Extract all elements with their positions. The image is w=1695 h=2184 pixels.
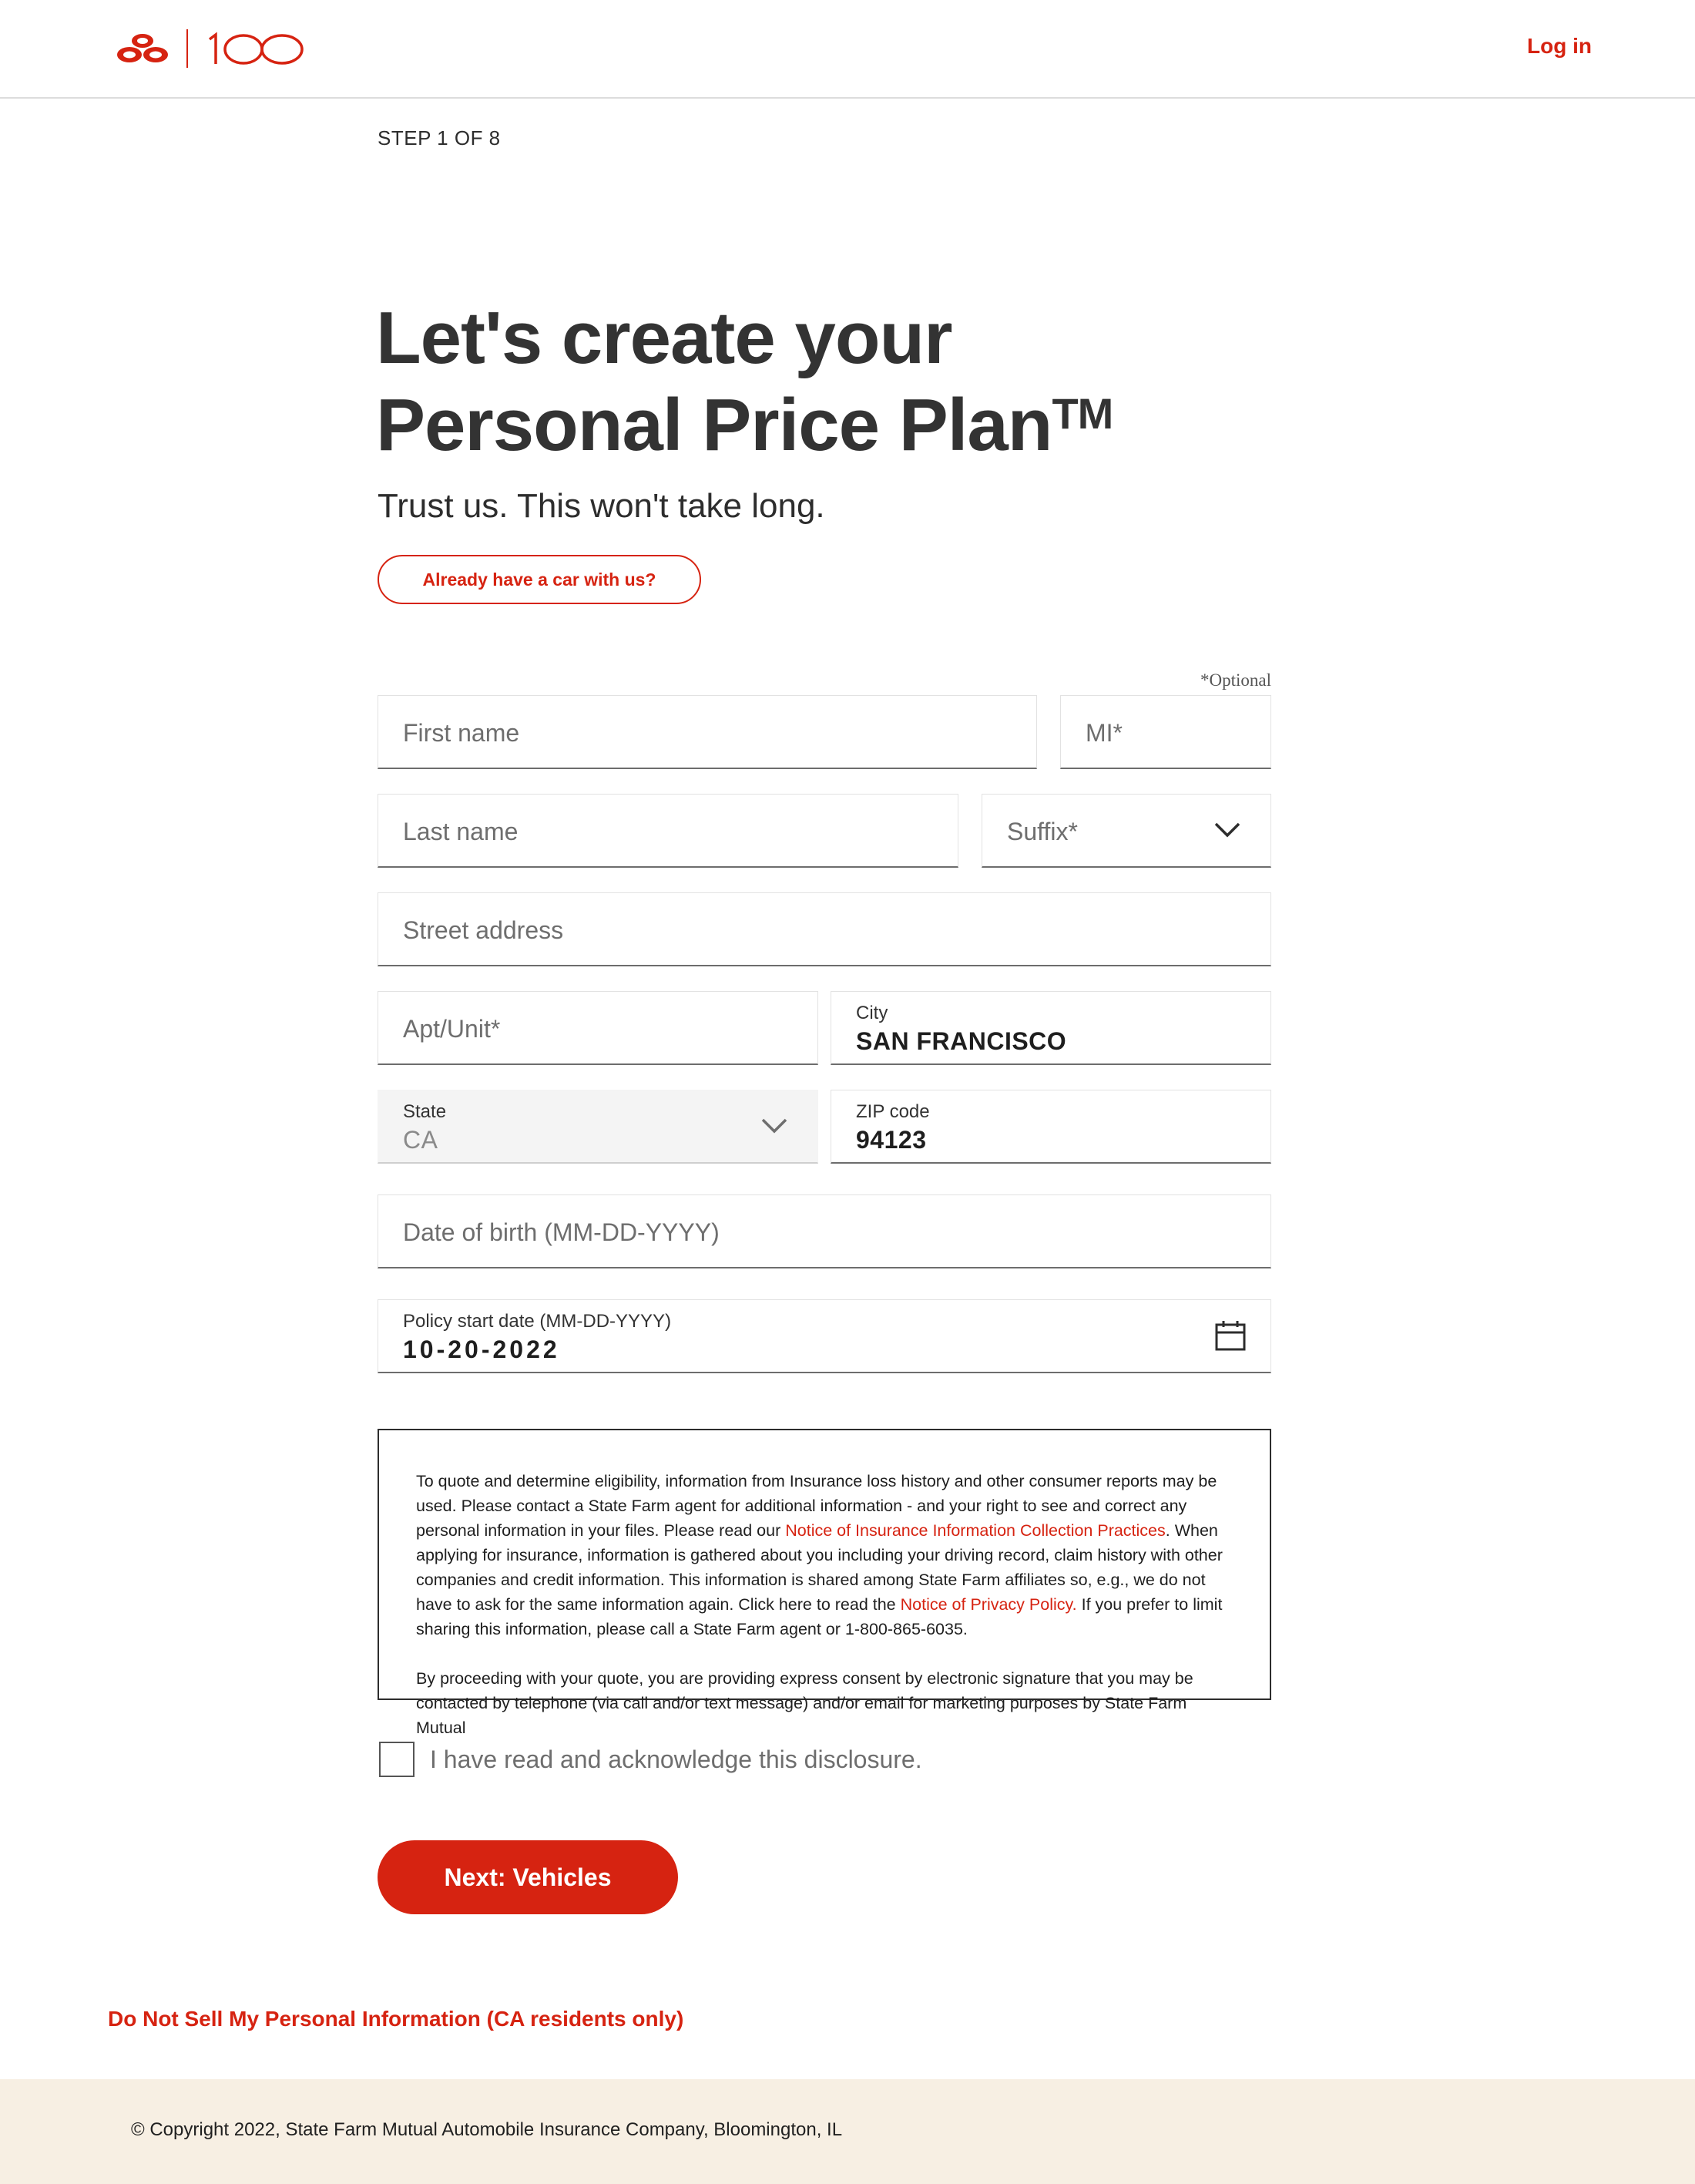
middle-initial-input[interactable] <box>1060 695 1271 769</box>
trademark-symbol: TM <box>1052 389 1113 438</box>
notice-of-privacy-policy-link[interactable]: Notice of Privacy Policy. <box>900 1595 1077 1614</box>
step-indicator: STEP 1 OF 8 <box>378 126 501 150</box>
next-vehicles-button[interactable]: Next: Vehicles <box>378 1840 678 1914</box>
copyright-text: © Copyright 2022, State Farm Mutual Automobile Insurance Company, Bloomington, IL <box>131 2119 843 2140</box>
street-address-placeholder: Street address <box>403 916 564 944</box>
zip-code-label: ZIP code <box>856 1101 930 1122</box>
disclosure-paragraph-1 <box>416 1469 1233 1641</box>
state-select[interactable] <box>378 1090 818 1164</box>
state-value: CA <box>403 1126 438 1154</box>
existing-car-button[interactable]: Already have a car with us? <box>378 555 701 604</box>
date-of-birth-input[interactable] <box>378 1194 1271 1268</box>
page-subtitle: Trust us. This won't take long. <box>378 487 825 525</box>
suffix-select[interactable] <box>982 794 1271 868</box>
page-title-line-1: Let's create your <box>376 297 952 379</box>
disclosure-text: If you prefer to limit sharing this information, please call a State Farm agent or 1-800-865-6035. <box>416 1595 1223 1638</box>
suffix-placeholder: Suffix* <box>1007 818 1078 845</box>
first-name-placeholder: First name <box>403 719 520 747</box>
city-input[interactable] <box>831 991 1271 1065</box>
date-of-birth-placeholder: Date of birth (MM-DD-YYYY) <box>403 1218 720 1246</box>
site-header <box>0 0 1695 99</box>
apt-unit-placeholder: Apt/Unit* <box>403 1015 501 1043</box>
site-footer <box>0 2079 1695 2184</box>
zip-code-input[interactable] <box>831 1090 1271 1164</box>
policy-start-date-label: Policy start date (MM-DD-YYYY) <box>403 1311 672 1332</box>
page-title-line-2: Personal Price Plan <box>376 384 1052 466</box>
apt-unit-input[interactable] <box>378 991 818 1065</box>
chevron-down-icon <box>760 1114 788 1137</box>
page-title <box>376 297 1146 466</box>
acknowledge-label: I have read and acknowledge this disclosure. <box>430 1745 922 1773</box>
state-farm-ovals-icon <box>116 32 170 66</box>
optional-note: *Optional <box>1200 670 1271 690</box>
disclosure-text: To quote and determine eligibility, information from Insurance loss history and other consumer reports may be used. Please contact a State Farm agent for additional information - and your right to see and correct any personal information in your files. Please read our <box>416 1472 1217 1540</box>
calendar-icon[interactable] <box>1213 1319 1247 1352</box>
chevron-down-icon <box>1213 818 1241 841</box>
logo-divider <box>186 29 188 68</box>
city-value: SAN FRANCISCO <box>856 1027 1067 1055</box>
last-name-placeholder: Last name <box>403 818 519 845</box>
do-not-sell-link[interactable]: Do Not Sell My Personal Information (CA residents only) <box>108 2007 684 2031</box>
acknowledge-row[interactable] <box>379 1742 922 1777</box>
state-label: State <box>403 1101 447 1122</box>
acknowledge-checkbox[interactable] <box>379 1742 415 1777</box>
city-label: City <box>856 1003 888 1023</box>
disclosure-paragraph-2: By proceeding with your quote, you are providing express consent by electronic signature that you may be contacted by telephone (via call and/or text message) and/or email for marketing purposes by State Farm Mutual <box>416 1669 1193 1737</box>
notice-of-insurance-information-link[interactable]: Notice of Insurance Information Collection Practices <box>785 1521 1166 1540</box>
centennial-100-icon <box>205 32 305 66</box>
first-name-input[interactable] <box>378 695 1037 769</box>
policy-start-date-input[interactable] <box>378 1299 1271 1373</box>
street-address-input[interactable] <box>378 892 1271 966</box>
state-farm-logo[interactable] <box>116 28 305 69</box>
disclosure-box[interactable] <box>378 1429 1271 1737</box>
login-link[interactable]: Log in <box>1527 34 1592 58</box>
middle-initial-placeholder: MI* <box>1086 719 1123 747</box>
zip-code-value: 94123 <box>856 1126 927 1154</box>
disclosure-text: . When applying for insurance, information is gathered about you including your driving record, claim history with other companies and credit information. This information is shared among State Farm affiliates so, e.g., we do not have to ask for the same information again. Click here to read the <box>416 1521 1223 1614</box>
last-name-input[interactable] <box>378 794 958 868</box>
policy-start-date-value: 10-20-2022 <box>403 1336 560 1363</box>
